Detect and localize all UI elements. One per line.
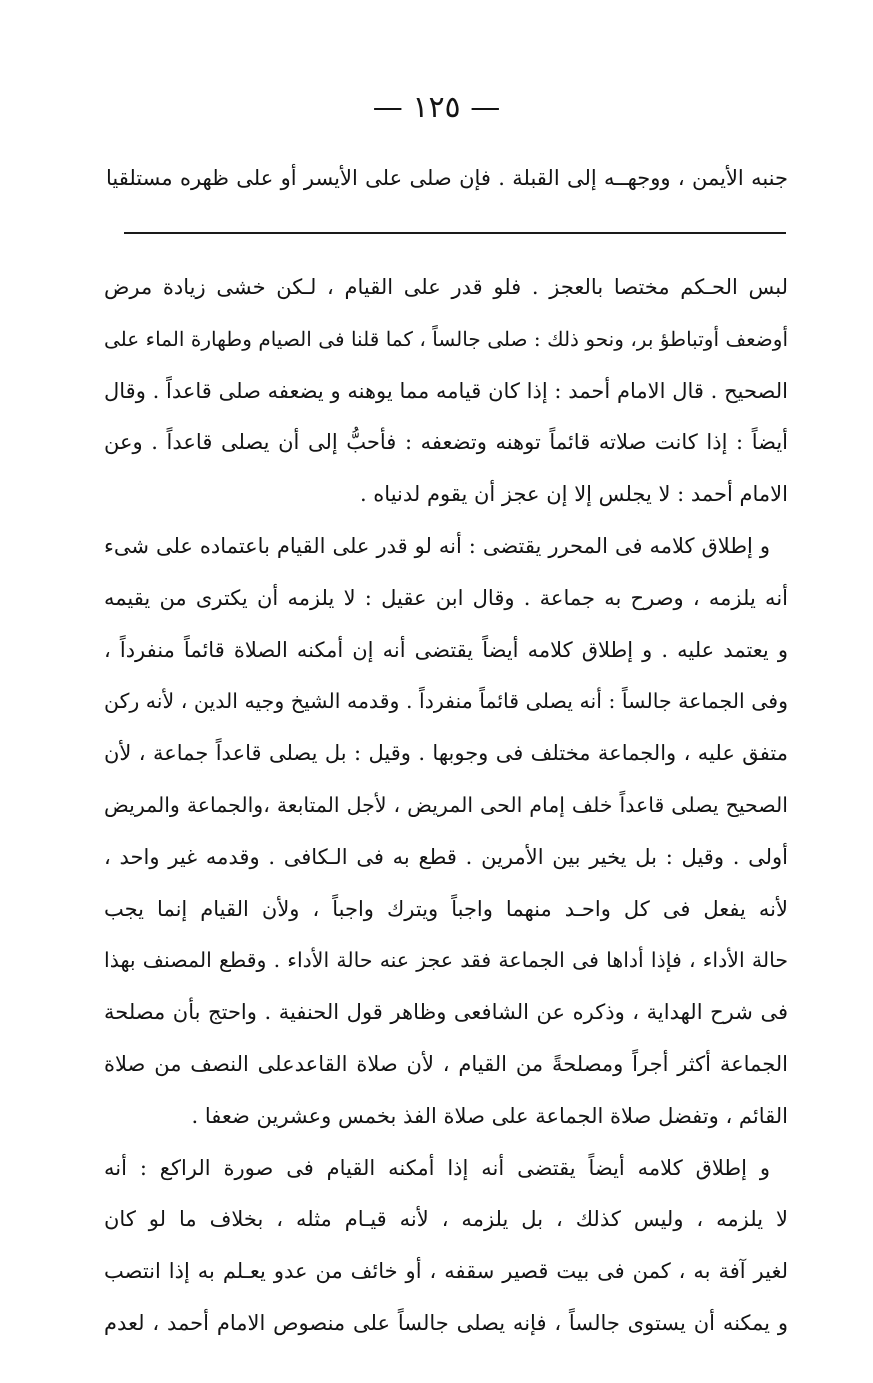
text-line: أولى . وقيل : بل يخير بين الأمرين . قطع به فى الـكافى . وقدمه غير واحد ، xyxy=(104,844,788,869)
text-line: فى شرح الهداية ، وذكره عن الشافعى وظاهر قول الحنفية . واحتج بأن مصلحة xyxy=(104,1000,788,1025)
text-line: حالة الأداء ، فإذا أداها فى الجماعة فقد عجز عنه حالة الأداء . وقطع المصنف بهذا xyxy=(104,948,788,973)
text-line: و إطلاق كلامه أيضاً يقتضى أنه إذا أمكنه القيام فى صورة الراكع : أنه xyxy=(104,1155,770,1180)
text-line: أوضعف أوتباطؤ بر، ونحو ذلك : صلى جالساً ، كما قلنا فى الصيام وطهارة الماء على xyxy=(104,326,788,351)
text-line: لبس الحـكم مختصا بالعجز . فلو قدر على القيام ، لـكن خشى زيادة مرض xyxy=(104,275,788,299)
text-line: أنه يلزمه ، وصرح به جماعة . وقال ابن عقيل : لا يلزمه أن يكترى من يقيمه xyxy=(104,585,788,610)
text-line: أيضاً : إذا كانت صلاته قائماً توهنه وتضعفه : فأحبُّ إلى أن يصلى قاعداً . وعن xyxy=(104,430,788,455)
text-line: القائم ، وتفضل صلاة الجماعة على صلاة الفذ بخمس وعشرين ضعفا . xyxy=(191,1103,788,1128)
body-text xyxy=(104,262,788,1350)
text-line: لغير آفة به ، كمن فى بيت قصير سقفه ، أو خائف من عدو يعـلم به إذا انتصب xyxy=(104,1259,788,1284)
text-line: وفى الجماعة جالساً : أنه يصلى قائماً منفرداً . وقدمه الشيخ وجيه الدين ، لأنه ركن xyxy=(104,689,788,714)
text-line: لا يلزمه ، وليس كذلك ، بل يلزمه ، لأنه قيـام مثله ، بخلاف ما لو كان xyxy=(104,1207,788,1232)
text-line: الامام أحمد : لا يجلس إلا إن عجز أن يقوم لدنياه . xyxy=(359,482,788,507)
text-line: و يمكنه أن يستوى جالساً ، فإنه يصلى جالساً على منصوص الامام أحمد ، لعدم xyxy=(104,1310,788,1335)
text-line: و إطلاق كلامه فى المحرر يقتضى : أنه لو قدر على القيام باعتماده على شىء xyxy=(104,533,770,558)
continuation-header-line: جنبه الأيمن ، ووجهــه إلى القبلة . فإن صلى على الأيسر أو على ظهره مستلقيا xyxy=(106,166,788,190)
text-line: الصحيح يصلى قاعداً خلف إمام الحى المريض ، لأجل المتابعة ،والجماعة والمريض xyxy=(104,792,788,817)
text-line: الصحيح . قال الامام أحمد : إذا كان قيامه مما يوهنه و يضعفه صلى قاعداً . وقال xyxy=(104,378,788,403)
text-line: متفق عليه ، والجماعة مختلف فى وجوبها . وقيل : بل يصلى قاعداً جماعة ، لأن xyxy=(104,741,788,766)
page-number: — ١٢٥ — xyxy=(372,90,501,125)
text-line: الجماعة أكثر أجراً ومصلحةً من القيام ، لأن صلاة القاعدعلى النصف من صلاة xyxy=(104,1051,788,1076)
text-line: لأنه يفعل فى كل واحـد منهما واجباً ويترك واجباً ، ولأن القيام إنما يجب xyxy=(104,896,788,921)
text-line: و يعتمد عليه . و إطلاق كلامه أيضاً يقتضى أنه إن أمكنه الصلاة قائماً منفرداً ، xyxy=(104,637,788,662)
header-divider xyxy=(124,232,786,234)
